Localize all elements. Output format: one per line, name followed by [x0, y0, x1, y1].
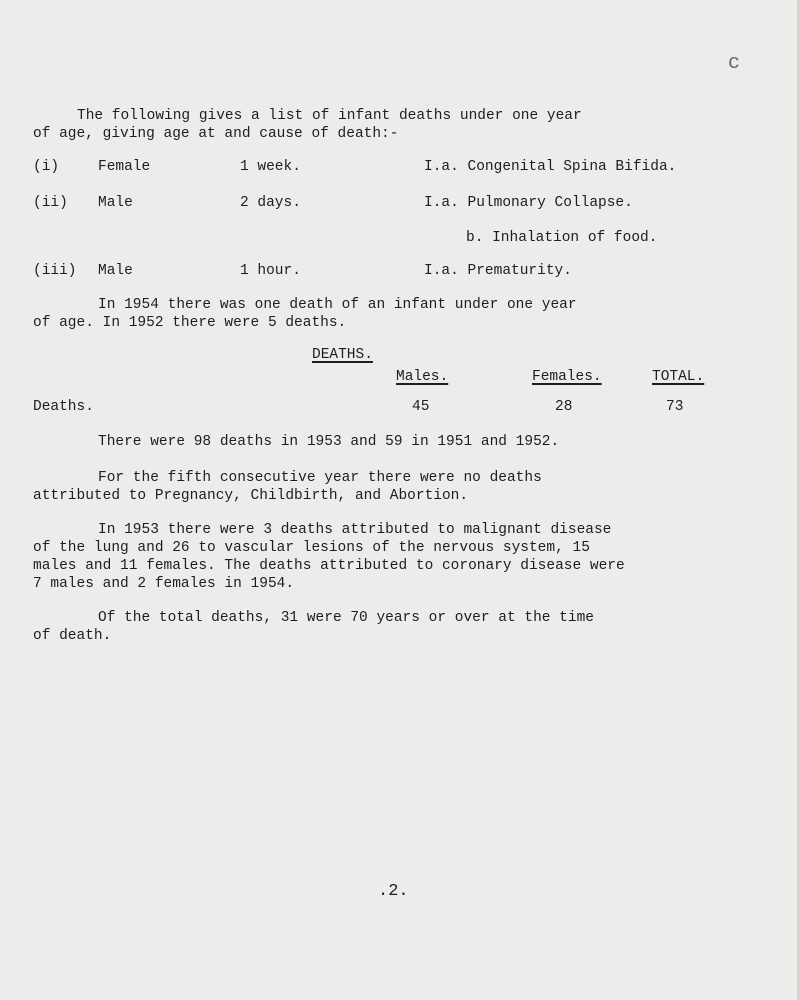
infant-row-3-age: 1 hour. [240, 263, 301, 279]
deaths-row-label: Deaths. [33, 399, 94, 415]
elderly-para-line-1: Of the total deaths, 31 were 70 years or over at the time [98, 610, 594, 626]
deaths-heading: DEATHS. [312, 347, 373, 363]
intro-line-2: of age, giving age at and cause of death:- [33, 126, 399, 142]
deaths-total-value: 73 [666, 399, 684, 415]
infant-row-2-sex: Male [98, 195, 133, 211]
para-1954-line-2: of age. In 1952 there were 5 deaths. [33, 315, 347, 331]
infant-row-1-num: (i) [33, 159, 60, 175]
col-header-total: TOTAL. [652, 369, 705, 385]
elderly-para-line-2: of death. [33, 628, 112, 644]
page-number: .2. [378, 882, 409, 901]
causes-para-line-3: males and 11 females. The deaths attributed to coronary disease were [33, 558, 625, 574]
causes-para-line-4: 7 males and 2 females in 1954. [33, 576, 295, 592]
infant-row-2-cause-b: b. Inhalation of food. [466, 230, 658, 246]
col-header-females: Females. [532, 369, 602, 385]
infant-row-2-num: (ii) [33, 195, 68, 211]
infant-row-3-sex: Male [98, 263, 133, 279]
intro-line-1: The following gives a list of infant deaths under one year [77, 108, 582, 124]
infant-row-2-cause: I.a. Pulmonary Collapse. [424, 195, 633, 211]
corner-mark: c [728, 52, 741, 75]
maternal-para-line-1: For the fifth consecutive year there were no deaths [98, 470, 542, 486]
infant-row-3-cause: I.a. Prematurity. [424, 263, 572, 279]
infant-row-3-num: (iii) [33, 263, 77, 279]
infant-row-2-age: 2 days. [240, 195, 301, 211]
causes-para-line-1: In 1953 there were 3 deaths attributed to malignant disease [98, 522, 612, 538]
deaths-females-value: 28 [555, 399, 573, 415]
previous-years-line: There were 98 deaths in 1953 and 59 in 1951 and 1952. [98, 434, 560, 450]
deaths-males-value: 45 [412, 399, 430, 415]
infant-row-1-age: 1 week. [240, 159, 301, 175]
infant-row-1-sex: Female [98, 159, 151, 175]
causes-para-line-2: of the lung and 26 to vascular lesions of the nervous system, 15 [33, 540, 590, 556]
para-1954-line-1: In 1954 there was one death of an infant under one year [98, 297, 577, 313]
col-header-males: Males. [396, 369, 449, 385]
infant-row-1-cause: I.a. Congenital Spina Bifida. [424, 159, 677, 175]
maternal-para-line-2: attributed to Pregnancy, Childbirth, and Abortion. [33, 488, 469, 504]
